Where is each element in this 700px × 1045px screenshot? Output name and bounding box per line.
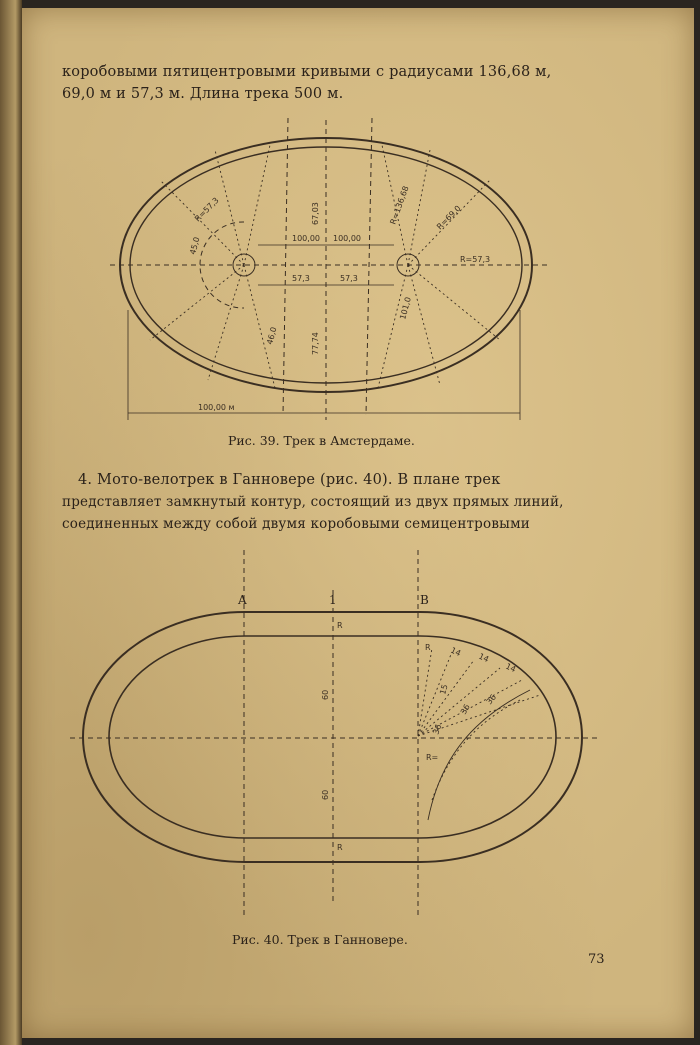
fig39-label: 77,74 (311, 332, 320, 355)
fig39-label: R=136,68 (388, 184, 411, 226)
fig40-label: 15 (438, 683, 450, 696)
page-number: 73 (588, 952, 605, 967)
fig39-label: R=57,3 (193, 195, 221, 224)
fig40-label: 36 (431, 723, 444, 736)
fig40-label: 60 (321, 789, 330, 800)
fig39-label: 67,03 (311, 202, 320, 225)
fig39-label: 100,00 (292, 234, 320, 243)
paragraph-line-3: соединенных между собой двумя коробовыми семицентровыми (62, 516, 530, 532)
fig40-label: 14 (504, 661, 518, 675)
fig39-label: 57,3 (340, 274, 358, 283)
fig39-label: 100,00 (333, 234, 361, 243)
fig40-label: R (337, 843, 343, 852)
fig40-label: R= (426, 753, 439, 762)
fig40-label: R (425, 643, 431, 652)
fig40-point-a: A (238, 593, 247, 607)
fig40-point-1: 1 (329, 593, 337, 607)
fig39-label: 45,0 (188, 235, 202, 256)
fig40-label: 14 (449, 645, 463, 659)
fig40-label: R (337, 621, 343, 630)
fig40-point-b: B (420, 593, 429, 607)
paragraph-line-2: представляет замкнутый контур, состоящий из двух прямых линий, (62, 494, 564, 510)
fig39-label: 100,00 м (198, 403, 235, 412)
fig40-label: 36 (458, 702, 472, 716)
fig40-label: 36 (484, 692, 499, 707)
top-text-line-2: 69,0 м и 57,3 м. Длина трека 500 м. (62, 86, 344, 102)
top-text-line-1: коробовыми пятицентровыми кривыми с радиусами 136,68 м, (62, 64, 552, 80)
fig40-label: 14 (477, 651, 491, 665)
paragraph-line-1: 4. Мото-велотрек в Ганновере (рис. 40). В плане трек (78, 472, 501, 488)
fig39-label: R=57,3 (460, 255, 491, 264)
fig39-label: 57,3 (292, 274, 310, 283)
fig39-label: 46,0 (265, 325, 279, 346)
figure-40-caption: Рис. 40. Трек в Ганновере. (232, 932, 408, 947)
fig39-label: R=69,0 (435, 203, 463, 232)
fig39-label: 101,0 (398, 296, 413, 321)
fig40-label: 60 (321, 689, 330, 700)
figure-39-caption: Рис. 39. Трек в Амстердаме. (228, 433, 415, 448)
